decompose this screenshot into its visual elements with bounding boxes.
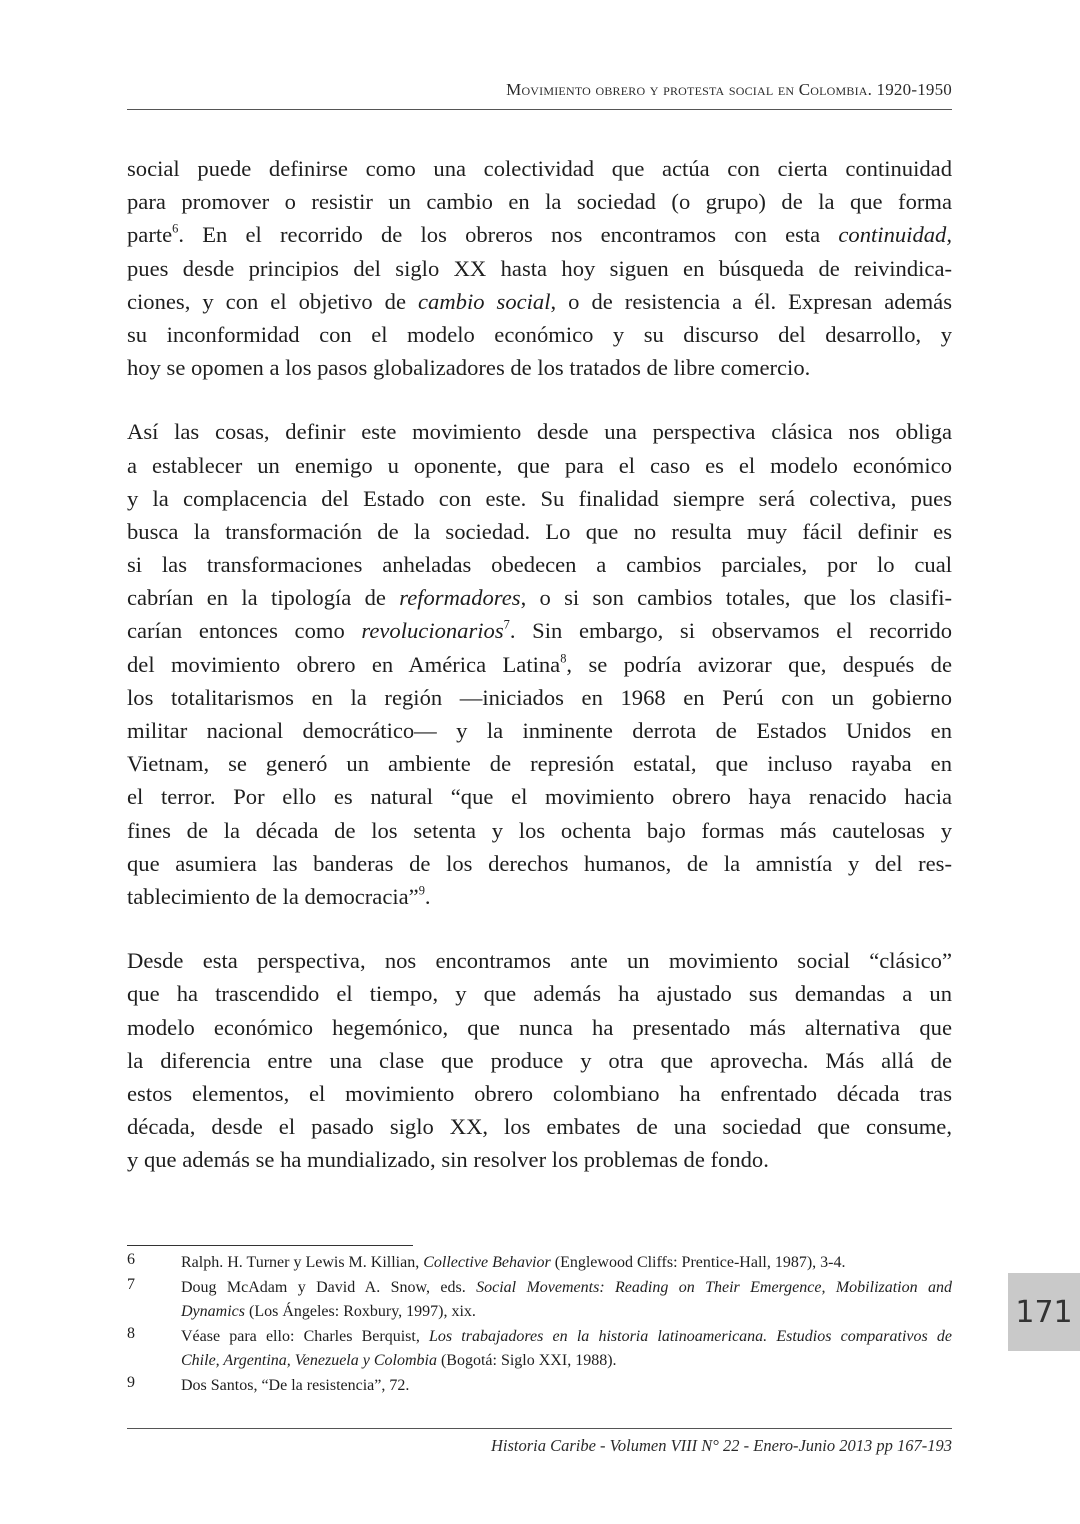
paragraph [127, 152, 952, 384]
text-line [127, 548, 952, 581]
text-run: para promover o resistir un cambio en la sociedad (o grupo) de la que forma [127, 189, 952, 215]
text-run: Ralph. H. Turner y Lewis M. Killian, [181, 1254, 424, 1271]
page-number: 171 [1015, 1294, 1073, 1330]
text-line [127, 581, 952, 614]
text-line [127, 1077, 952, 1110]
text-run: del movimiento obrero en América Latina [127, 651, 561, 677]
footnote-reference: 9 [418, 883, 425, 898]
text-run: (Englewood Cliffs: Prentice-Hall, 1987), 3-4. [550, 1254, 846, 1271]
text-line [181, 1251, 952, 1276]
text-line [127, 1011, 952, 1044]
text-run: . Sin embargo, si observamos el recorrido [509, 618, 952, 644]
page-number-tab [1008, 1273, 1080, 1351]
text-run: . [424, 883, 431, 909]
text-line [127, 285, 952, 318]
text-run: militar nacional democrático— y la inminente derrota de Estados Unidos en [127, 718, 952, 743]
text-run: carían entonces como [127, 618, 362, 644]
italic-text: cambio social [418, 288, 551, 314]
footnote-number: 7 [127, 1275, 135, 1293]
footnote-number: 8 [127, 1324, 135, 1342]
text-line [181, 1374, 952, 1399]
italic-text: revolucionarios [361, 618, 504, 644]
text-run: y la complacencia del Estado con este. Su finalidad siempre será colectiva, pues [127, 485, 952, 511]
footnote [127, 1374, 952, 1399]
text-run: Véase para ello: Charles Berquist, [181, 1327, 430, 1345]
text-line [127, 944, 952, 977]
text-run: y que además se ha mundializado, sin resolver los problemas de fondo. [127, 1147, 769, 1173]
text-line [127, 780, 952, 813]
paragraph [127, 944, 952, 1176]
italic-text: Collective Behavior [423, 1254, 551, 1271]
text-run: fines de la década de los setenta y los ochenta bajo formas más cautelosas y [127, 817, 952, 843]
text-run: , o de resistencia a él. Expresan además [550, 288, 952, 314]
text-run: si las transformaciones anheladas obedecen a cambios parciales, por lo cual [127, 552, 952, 578]
text-run: el terror. Por ello es natural “que el movimiento obrero haya renacido hacia [127, 784, 952, 810]
text-line [127, 977, 952, 1010]
text-line [181, 1325, 952, 1350]
text-run: parte [127, 222, 173, 248]
text-line [127, 614, 952, 647]
text-line [127, 415, 952, 448]
running-header: Movimiento obrero y protesta social en Colombia. 1920-1950 [506, 80, 952, 99]
footnotes [127, 1251, 952, 1398]
footnote-reference: 7 [503, 618, 510, 633]
footnote-number: 6 [127, 1251, 135, 1268]
text-run: . En el recorrido de los obreros nos encontramos con esta [178, 222, 839, 248]
footnote-reference: 8 [560, 651, 567, 666]
text-run: , se podría avizorar que, después de [566, 651, 952, 677]
text-line [127, 714, 952, 747]
text-line [127, 880, 952, 913]
text-run: (Bogotá: Siglo XXI, 1988). [436, 1352, 617, 1369]
footer-rule [127, 1428, 952, 1429]
italic-text: Social Movements: Reading on Their Emergence, Mobilization and [476, 1278, 953, 1296]
text-line [181, 1276, 952, 1301]
text-run: Doug McAdam y David A. Snow, eds. [181, 1278, 477, 1296]
italic-text: continuidad, [838, 222, 952, 248]
text-line [181, 1300, 952, 1325]
text-line [181, 1349, 952, 1374]
italic-text: Los trabajadores en la historia latinoamericana. Estudios comparativos de [429, 1327, 953, 1345]
text-run: (Los Ángeles: Roxbury, 1997), xix. [244, 1303, 476, 1320]
text-line [127, 814, 952, 847]
text-line [127, 318, 952, 351]
text-run: busca la transformación de la sociedad. Lo que no resulta muy fácil definir es [127, 518, 952, 544]
text-run: Desde esta perspectiva, nos encontramos ante un movimiento social “clásico” [127, 948, 952, 974]
text-run: Vietnam, se generó un ambiente de represión estatal, que incluso rayaba en [127, 751, 952, 777]
text-run: Así las cosas, definir este movimiento desde una perspectiva clásica nos obliga [127, 419, 952, 445]
text-line [127, 681, 952, 714]
footnote [127, 1251, 952, 1276]
footnote [127, 1276, 952, 1325]
text-run: hoy se opomen a los pasos globalizadores de los tratados de libre comercio. [127, 355, 811, 381]
text-line [127, 185, 952, 218]
text-line [127, 847, 952, 880]
text-line [127, 1044, 952, 1077]
text-line [127, 152, 952, 185]
footnote [127, 1325, 952, 1374]
text-run: cabrían en la tipología de [127, 585, 400, 611]
paragraph [127, 415, 952, 913]
text-line [127, 351, 952, 384]
text-run: los totalitarismos en la región —iniciados en 1968 en Perú con un gobierno [127, 684, 952, 710]
text-run: a establecer un enemigo u oponente, que para el caso es el modelo económico [127, 452, 952, 478]
italic-text: reformadores [399, 585, 521, 611]
text-line [127, 1143, 952, 1176]
text-line [127, 252, 952, 285]
text-line [127, 515, 952, 548]
text-run: estos elementos, el movimiento obrero colombiano ha enfrentado década tras [127, 1080, 952, 1106]
journal-citation: Historia Caribe - Volumen VIII N° 22 - Enero-Junio 2013 pp 167-193 [490, 1436, 952, 1455]
text-run: ciones, y con el objetivo de [127, 288, 419, 314]
text-run: su inconformidad con el modelo económico y su discurso del desarrollo, y [127, 321, 952, 347]
text-run: Dos Santos, “De la resistencia”, 72. [181, 1376, 410, 1394]
text-run: modelo económico hegemónico, que nunca ha presentado más alternativa que [127, 1014, 952, 1040]
text-line [127, 747, 952, 780]
text-run: social puede definirse como una colectividad que actúa con cierta continuidad [127, 156, 952, 181]
text-line [127, 449, 952, 482]
text-line [127, 218, 952, 251]
body-text [127, 152, 952, 1207]
text-line [127, 648, 952, 681]
footnote-number: 9 [127, 1373, 135, 1391]
text-run: , o si son cambios totales, que los clasifi- [520, 585, 952, 611]
text-run: tablecimiento de la democracia” [127, 883, 419, 909]
footnote-reference: 6 [172, 222, 179, 237]
text-run: década, desde el pasado siglo XX, los embates de una sociedad que consume, [127, 1114, 952, 1140]
italic-text: Chile, Argentina, Venezuela y Colombia [181, 1352, 437, 1369]
italic-text: Dynamics [181, 1303, 245, 1320]
footnote-separator [127, 1245, 413, 1246]
text-run: que asumiera las banderas de los derechos humanos, de la amnistía y del res- [127, 850, 952, 876]
text-line [127, 1110, 952, 1143]
text-line [127, 482, 952, 515]
header-rule [127, 109, 952, 110]
text-run: que ha trascendido el tiempo, y que además ha ajustado sus demandas a un [127, 981, 952, 1007]
text-run: pues desde principios del siglo XX hasta hoy siguen en búsqueda de reivindica- [127, 255, 952, 281]
text-run: la diferencia entre una clase que produce y otra que aprovecha. Más allá de [127, 1047, 952, 1073]
